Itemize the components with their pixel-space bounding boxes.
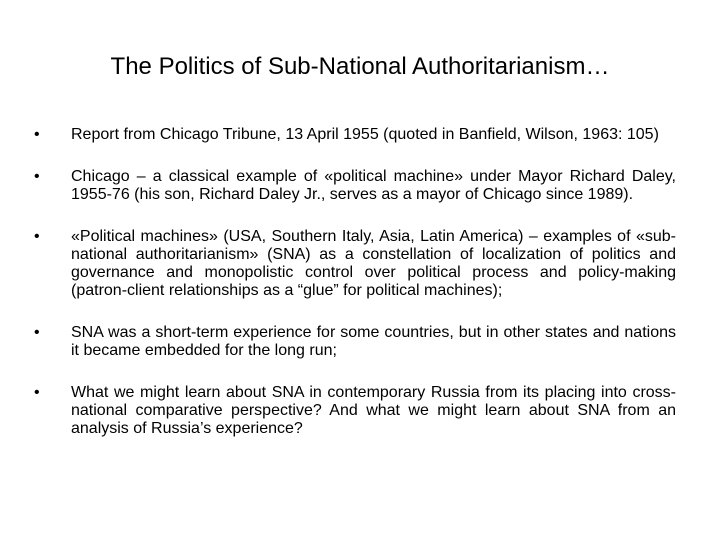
bullet-icon: • bbox=[34, 228, 40, 245]
slide-title: The Politics of Sub-National Authoritarianism… bbox=[110, 53, 610, 80]
bullet-item bbox=[34, 126, 676, 144]
bullet-item bbox=[34, 228, 676, 300]
bullet-icon: • bbox=[34, 168, 40, 185]
bullet-text: SNA was a short-term experience for some countries, but in other states and nations it became embedded for the long run; bbox=[71, 324, 676, 359]
bullet-icon: • bbox=[34, 324, 40, 341]
bullet-text: Chicago – a classical example of «political machine» under Mayor Richard Daley, 1955-76 (his son, Richard Daley Jr., serves as a mayor of Chicago since 1989). bbox=[71, 168, 676, 203]
bullet-item bbox=[34, 168, 676, 204]
bullet-text: Report from Chicago Tribune, 13 April 1955 (quoted in Banfield, Wilson, 1963: 105) bbox=[71, 126, 659, 143]
bullet-text: What we might learn about SNA in contemporary Russia from its placing into cross-national comparative perspective? And what we might learn about SNA from an analysis of Russia’s experience? bbox=[71, 384, 676, 437]
bullet-icon: • bbox=[34, 384, 40, 401]
bullet-list bbox=[34, 126, 676, 462]
bullet-icon: • bbox=[34, 126, 40, 143]
bullet-item bbox=[34, 324, 676, 360]
bullet-item bbox=[34, 384, 676, 438]
bullet-text: «Political machines» (USA, Southern Italy, Asia, Latin America) – examples of «sub-national authoritarianism» (SNA) as a constellation of localization of politics and governance and monopolistic control over political process and policy-making (patron-client relationships as a “glue” for political machines); bbox=[71, 228, 676, 299]
